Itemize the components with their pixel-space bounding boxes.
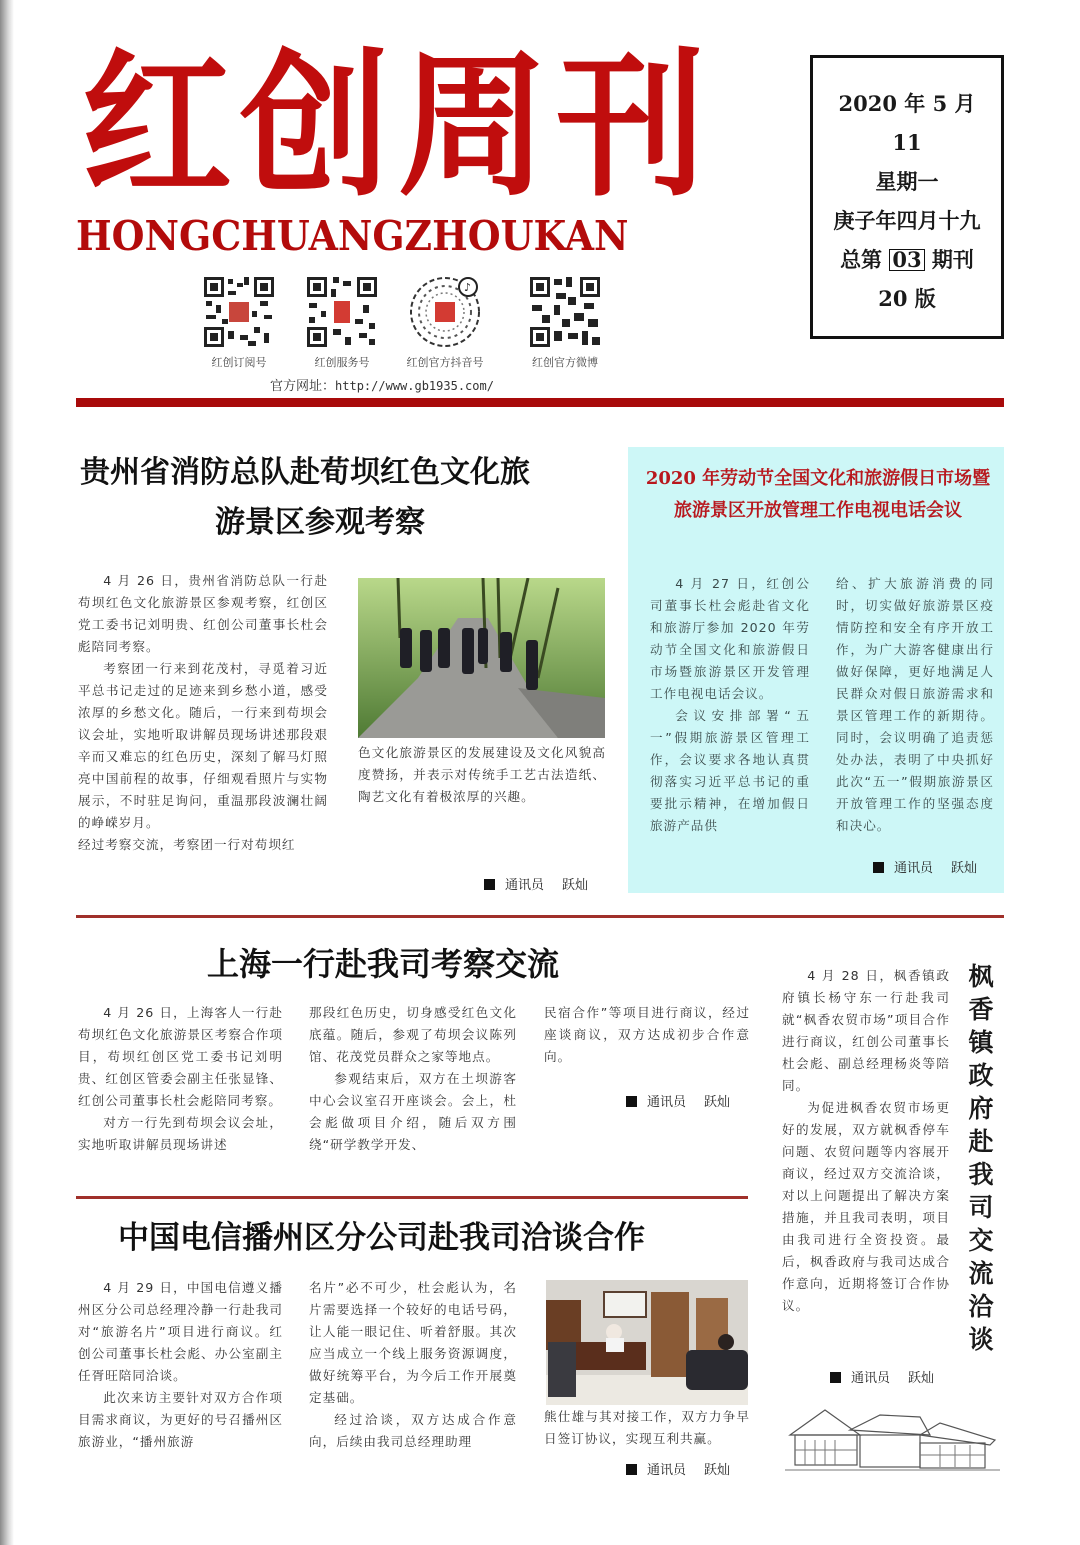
byline-role: 通讯员: [894, 861, 934, 876]
issue-suffix: 期刊: [931, 247, 974, 272]
article1-byline: [484, 874, 588, 893]
paragraph: 熊仕雄与其对接工作，双方力争早日签订协议，实现互利共赢。: [544, 1409, 750, 1446]
article2-col1: [650, 573, 810, 837]
qr-code-icon: [528, 275, 602, 349]
paragraph: 4 月 27 日，红创公司董事长杜会彪赴省文化和旅游厅参加 2020 年劳动节全国文化和旅游假日市场暨旅游景区开发管理工作电视电话会议。: [650, 576, 810, 701]
qr-weibo[interactable]: [495, 275, 635, 370]
article3-col1: [78, 1002, 283, 1156]
paragraph: 对方一行先到苟坝会议会址，实地听取讲解员现场讲述: [78, 1115, 283, 1152]
issue-date-box: [810, 55, 1004, 339]
paragraph: 经过洽谈，双方达成合作意向，后续由我司总经理助理: [309, 1412, 517, 1449]
article3-headline: 上海一行赴我司考察交流: [207, 945, 560, 983]
paragraph: 为促进枫香农贸市场更好的发展，双方就枫香停车问题、农贸问题等内容展开商议，经过双方交流洽谈，对以上问题提出了解决方案措施，并且我司表明，项目由我司进行全资投资。最后，枫香政府与我司达成合作意向，近期将签订合作协议。: [782, 1100, 950, 1313]
masthead-divider: [76, 398, 1004, 407]
byline-name: 跃灿: [562, 878, 589, 893]
article1-body: [78, 570, 328, 856]
article5-byline: [830, 1367, 934, 1386]
article2-col2: [836, 573, 994, 837]
headline-line: 游景区参观考察: [215, 505, 425, 540]
article4-col2: [309, 1277, 517, 1453]
article5-headline: 枫香镇政府赴我司交流洽谈: [968, 962, 994, 1354]
article3-col2: [309, 1002, 517, 1156]
issue-prefix: 总第: [840, 247, 883, 272]
paragraph: 民宿合作”等项目进行商议，经过座谈商议，双方达成初步合作意向。: [544, 1005, 750, 1064]
section-divider: [76, 915, 1004, 918]
paragraph: 4 月 26 日，贵州省消防总队一行赴苟坝红色文化旅游景区参观考察，红创区党工委书记刘明贵、红创公司董事长杜会彪陪同考察。: [78, 573, 328, 654]
lunar-date: 庚子年四月十九: [833, 208, 981, 233]
issue-number: 03: [889, 249, 924, 271]
date-year-month: 2020 年 5 月: [838, 91, 976, 116]
qr-caption: 红创服务号: [314, 356, 370, 369]
qr-caption: 红创订阅号: [211, 356, 267, 369]
paragraph: 4 月 28 日，枫香镇政府镇长杨守东一行赴我司就“枫香农贸市场”项目合作进行商议，红创公司董事长杜会彪、副总经理杨炎等陪同。: [782, 968, 950, 1093]
article4-byline: [626, 1459, 730, 1478]
byline-name: 跃灿: [704, 1095, 731, 1110]
byline-name: 跃灿: [951, 861, 978, 876]
svg-text:♪: ♪: [464, 281, 472, 294]
issue-number-line: [840, 240, 974, 279]
douyin-code-icon: [408, 275, 482, 349]
byline-role: 通讯员: [647, 1095, 687, 1110]
byline-square-icon: [484, 879, 495, 890]
website-url[interactable]: http://www.gb1935.com/: [335, 379, 494, 393]
paragraph: 参观结束后，双方在土坝游客中心会议室召开座谈会。会上，杜会彪做项目介绍，随后双方围绕“研学教学开发、: [309, 1071, 517, 1152]
paragraph: 4 月 26 日，上海客人一行赴苟坝红色文化旅游景区考察合作项目，苟坝红创区党工委书记刘明贵、红创区管委会副主任张显锋、红创公司董事长杜会彪陪同考察。: [78, 1005, 283, 1108]
article4-col1: [78, 1277, 283, 1453]
qr-douyin[interactable]: [375, 275, 515, 370]
website-label: 官方网址：: [270, 379, 336, 394]
page-edge-shadow: [0, 0, 14, 1545]
article1-continued: [358, 742, 606, 808]
headline-line: 贵州省消防总队赴荀坝红色文化旅: [80, 455, 530, 490]
paragraph: 色文化旅游景区的发展建设及文化风貌高度赞扬，并表示对传统手工艺古法造纸、陶艺文化有着极浓厚的兴趣。: [358, 745, 606, 804]
paragraph: 会议安排部署“五一”假期旅游景区管理工作，会议要求各地认真贯彻落实习近平总书记的重要批示精神，在增加假日旅游产品供: [650, 708, 810, 833]
house-sketch-illustration: [780, 1395, 1005, 1485]
article2-headline: 2020 年劳动节全国文化和旅游假日市场暨旅游景区开放管理工作电视电话会议: [645, 468, 991, 521]
byline-square-icon: [626, 1096, 637, 1107]
masthead-title: 红创周刊: [82, 35, 715, 219]
weekday: 星期一: [875, 169, 939, 194]
qr-code-icon: [305, 275, 379, 349]
paragraph: 给、扩大旅游消费的同时，切实做好旅游景区疫情防控和安全有序开放工作，为广大游客健康出行做好保障，更好地满足人民群众对假日旅游需求和景区管理工作的新期待。同时，会议明确了追责惩处办法，表明了中央抓好此次“五一”假期旅游景区开放管理工作的坚强态度和决心。: [836, 576, 994, 833]
byline-role: 通讯员: [505, 878, 545, 893]
masthead-pinyin: HONGCHUANGZHOUKAN: [76, 212, 629, 260]
date-day: 11: [892, 130, 922, 155]
section-divider: [76, 1196, 748, 1199]
byline-square-icon: [830, 1372, 841, 1383]
article4-photo: [546, 1280, 748, 1405]
paragraph: 4 月 29 日，中国电信遵义播州区分公司总经理冷静一行赴我司对“旅游名片”项目进行商议。红创公司董事长杜会彪、办公室副主任胥旺陪同洽谈。: [78, 1280, 283, 1383]
byline-square-icon: [626, 1464, 637, 1475]
page-count: 20 版: [878, 286, 936, 311]
qr-code-row: [195, 275, 615, 375]
website-line: [270, 375, 494, 394]
article4-col3: [544, 1406, 750, 1450]
paragraph: 经过考察交流，考察团一行对苟坝红: [78, 837, 296, 852]
byline-name: 跃灿: [908, 1371, 935, 1386]
article3-byline: [626, 1091, 730, 1110]
article1-photo: [358, 578, 605, 738]
article3-col3: [544, 1002, 750, 1068]
qr-caption: 红创官方微博: [532, 356, 598, 369]
paragraph: 那段红色历史，切身感受红色文化底蕴。随后，参观了苟坝会议陈列馆、花茂党员群众之家等地点。: [309, 1005, 517, 1064]
qr-caption: 红创官方抖音号: [406, 356, 484, 369]
article2-byline: [873, 857, 977, 876]
byline-square-icon: [873, 862, 884, 873]
article5-body: [782, 965, 950, 1317]
byline-name: 跃灿: [704, 1463, 731, 1478]
paragraph: 考察团一行来到花茂村，寻觅着习近平总书记走过的足迹来到乡愁小道，感受浓厚的乡愁文化。随后，一行来到苟坝会议会址，实地听取讲解员现场讲述那段艰辛而又难忘的红色历史，深刻了解马灯照亮中国前程的故事，仔细观看照片与实物展示，不时驻足询问，重温那段波澜壮阔的峥嵘岁月。: [78, 661, 328, 830]
article4-headline: 中国电信播州区分公司赴我司洽谈合作: [118, 1220, 645, 1256]
byline-role: 通讯员: [851, 1371, 891, 1386]
paragraph: 名片”必不可少，杜会彪认为，名片需要选择一个较好的电话号码，让人能一眼记住、听着舒服。其次应当成立一个线上服务资源调度，做好统筹平台，为今后工作开展奠定基础。: [309, 1280, 517, 1405]
qr-code-icon: [202, 275, 276, 349]
paragraph: 此次来访主要针对双方合作项目需求商议，为更好的号召播州区旅游业，“播州旅游: [78, 1390, 283, 1449]
article1-headline: [80, 448, 530, 548]
byline-role: 通讯员: [647, 1463, 687, 1478]
